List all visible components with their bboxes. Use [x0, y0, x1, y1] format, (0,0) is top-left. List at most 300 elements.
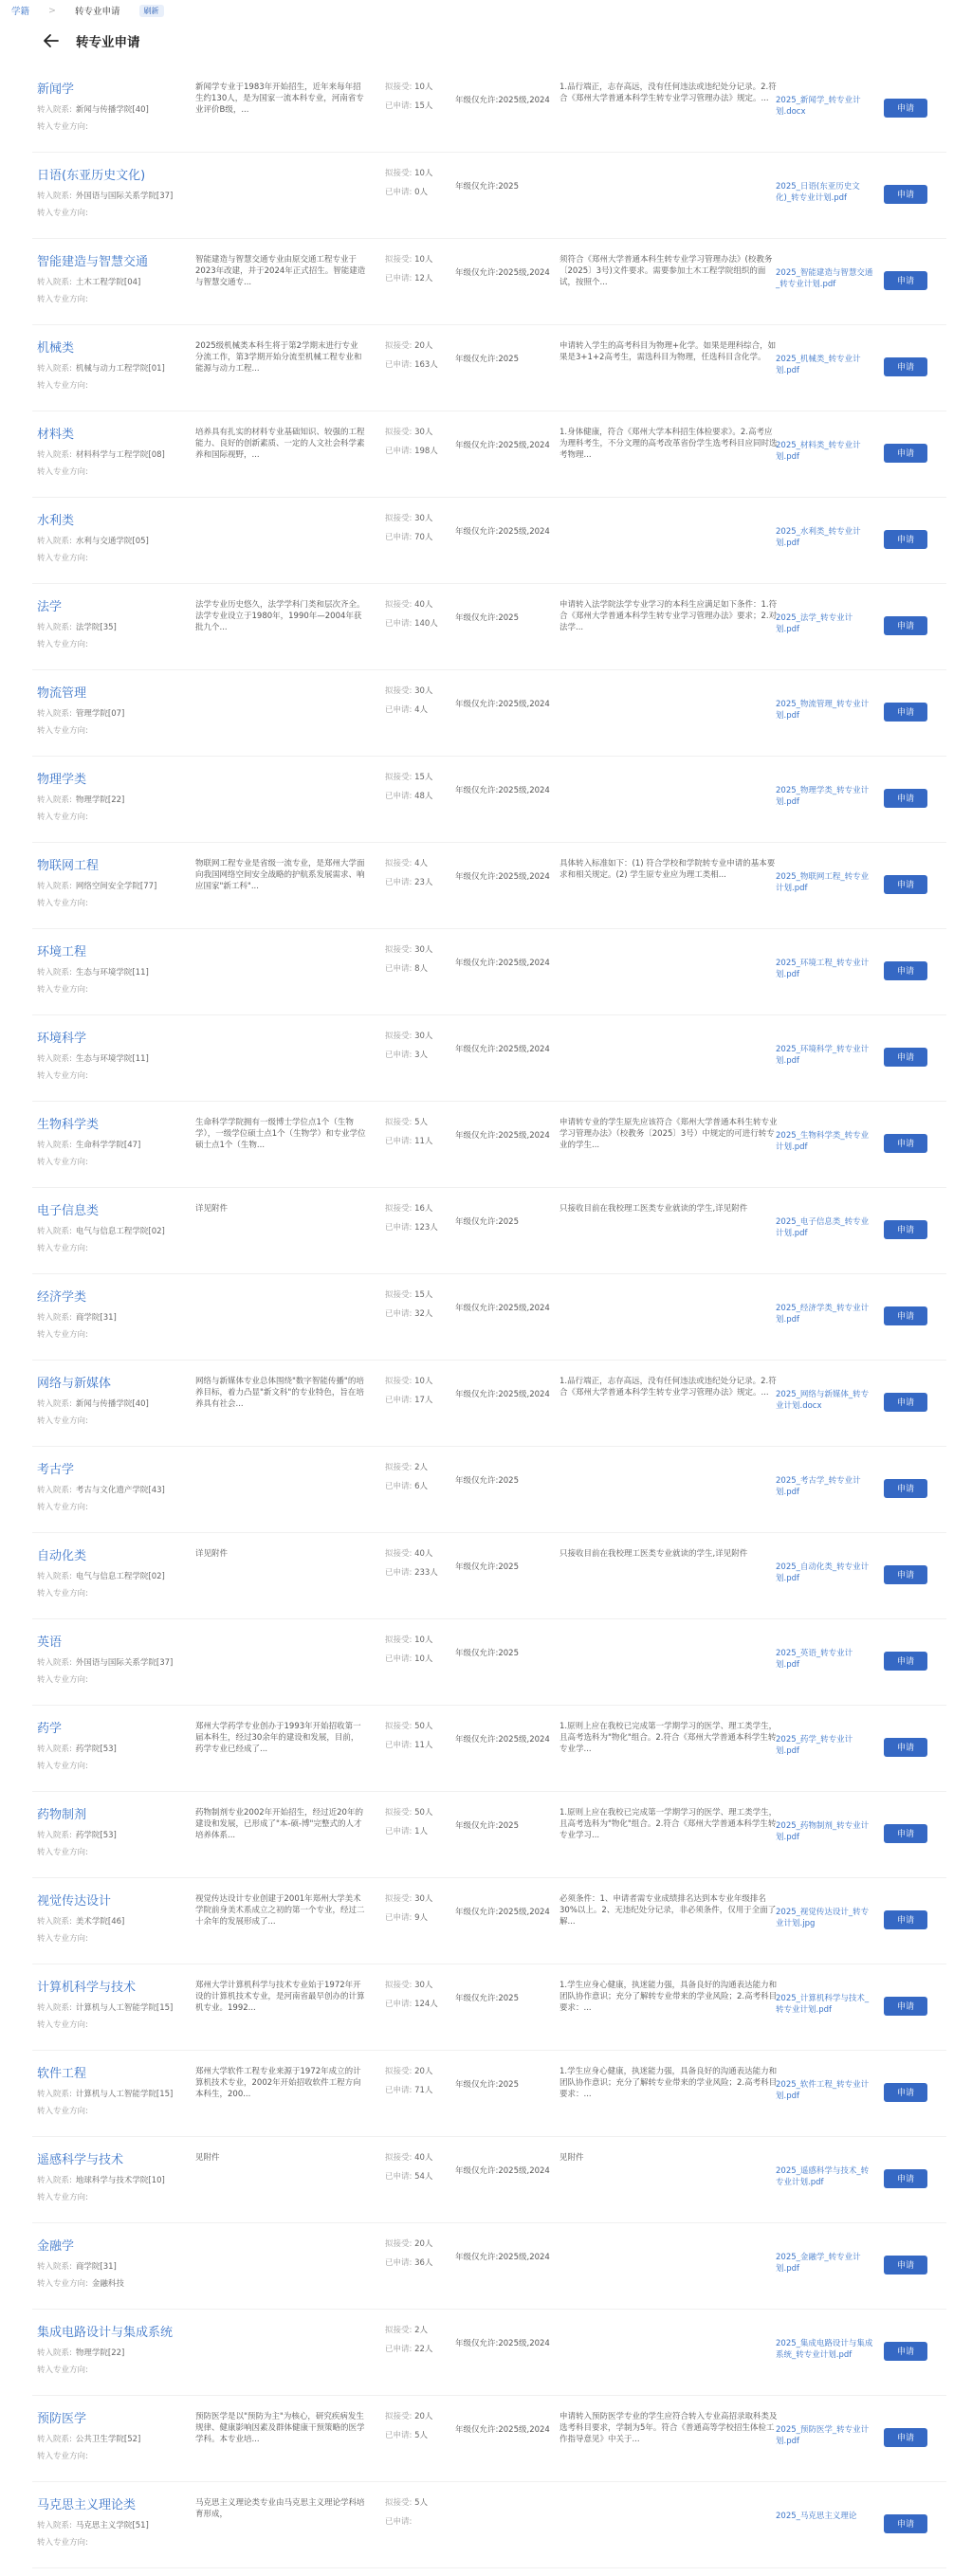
- direction-label: 转入专业方向:: [37, 2107, 88, 2116]
- grade-limit: 年级仅允许:2025: [455, 2080, 519, 2090]
- direction-label: 转入专业方向:: [37, 1071, 88, 1081]
- college-value: 药学院[53]: [75, 1745, 117, 1754]
- college-label: 转入院系:: [37, 709, 72, 719]
- grade-limit: 年级仅允许:2025级,2024: [455, 2166, 550, 2176]
- plan-label: 拟接受:: [385, 859, 413, 868]
- plan-file-link[interactable]: 2025_电子信息类_转专业计划.pdf: [776, 1217, 870, 1238]
- transfer-requirements: 具体转入标准如下：(1) 符合学校和学院转专业申请的基本要求和相关规定。(2) 学生原专业应为理工类相...: [559, 859, 776, 880]
- college-label: 转入院系:: [37, 105, 72, 115]
- plan-file-link[interactable]: 2025_计算机科学与技术_转专业计划.pdf: [776, 1994, 870, 2015]
- major-name[interactable]: 经济学类: [37, 1290, 87, 1305]
- tab-major-transfer[interactable]: 转专业申请: [74, 7, 120, 17]
- plan-line: [385, 2497, 438, 2509]
- applied-value: 23人: [414, 878, 433, 887]
- plan-file-link[interactable]: 2025_新闻学_转专业计划.docx: [776, 96, 861, 117]
- major-name[interactable]: 电子信息类: [37, 1204, 100, 1218]
- applied-label: 已申请:: [385, 1741, 413, 1750]
- direction-line: [37, 2451, 208, 2462]
- plan-file-link[interactable]: 2025_法学_转专业计划.pdf: [776, 613, 853, 634]
- table-row: [32, 325, 946, 411]
- grade-limit: 年级仅允许:2025: [455, 182, 519, 192]
- college-value: 外国语与国际关系学院[37]: [75, 1658, 174, 1668]
- direction-label: 转入专业方向:: [37, 1503, 88, 1512]
- direction-label: 转入专业方向:: [37, 899, 88, 908]
- applied-label: 已申请:: [385, 2000, 413, 2009]
- table-row: [32, 843, 946, 929]
- plan-file-link[interactable]: 2025_遥感科学与技术_转专业计划.pdf: [776, 2166, 870, 2187]
- direction-label: 转入专业方向:: [37, 726, 88, 736]
- major-name[interactable]: 遥感科学与技术: [37, 2153, 124, 2167]
- college-value: 马克思主义学院[51]: [75, 2521, 149, 2530]
- major-name[interactable]: 集成电路设计与集成系统: [37, 2326, 174, 2340]
- major-intro: 视觉传达设计专业创建于2001年郑州大学美术学院前身美术系成立之初的第一个专业，经过二十余年的发展形成了...: [195, 1894, 365, 1927]
- apply-button[interactable]: 申请: [884, 530, 927, 549]
- direction-label: 转入专业方向:: [37, 1762, 88, 1771]
- direction-line: [37, 812, 208, 823]
- major-name[interactable]: 环境工程: [37, 945, 87, 959]
- major-name[interactable]: 药物制剂: [37, 1808, 87, 1822]
- plan-label: 拟接受:: [385, 1894, 413, 1904]
- applied-label: 已申请:: [385, 2517, 413, 2527]
- quota-counts: [385, 1635, 438, 1665]
- plan-label: 拟接受:: [385, 514, 413, 523]
- applied-value: 71人: [414, 2086, 433, 2095]
- applied-label: 已申请:: [385, 1913, 413, 1923]
- major-name[interactable]: 药学: [37, 1722, 63, 1736]
- applied-line: [385, 273, 438, 284]
- college-value: 物理学院[22]: [75, 795, 125, 805]
- college-label: 转入院系:: [37, 450, 72, 460]
- plan-value: 40人: [414, 1549, 433, 1559]
- direction-line: [37, 380, 208, 392]
- plan-label: 拟接受:: [385, 1808, 413, 1818]
- plan-value: 10人: [414, 169, 433, 178]
- page-header: [0, 21, 972, 61]
- plan-file-link[interactable]: 2025_环境工程_转专业计划.pdf: [776, 959, 870, 979]
- college-line: [37, 2348, 208, 2359]
- quota-counts: [385, 944, 438, 975]
- apply-button[interactable]: 申请: [884, 1220, 927, 1239]
- grade-limit: 年级仅允许:2025级,2024: [455, 2425, 550, 2435]
- major-info: [37, 427, 208, 478]
- plan-file-link[interactable]: 2025_英语_转专业计划.pdf: [776, 1649, 853, 1670]
- plan-file-link[interactable]: 2025_软件工程_转专业计划.pdf: [776, 2080, 870, 2101]
- plan-file-link[interactable]: 2025_药学_转专业计划.pdf: [776, 1735, 853, 1756]
- plan-value: 15人: [414, 773, 433, 782]
- major-name[interactable]: 物理学类: [37, 773, 87, 787]
- major-name[interactable]: 生物科学类: [37, 1118, 100, 1132]
- plan-file-link[interactable]: 2025_日语(东亚历史文化)_转专业计划.pdf: [776, 182, 860, 203]
- direction-label: 转入专业方向:: [37, 122, 88, 132]
- plan-line: [385, 168, 438, 179]
- apply-button[interactable]: 申请: [884, 444, 927, 463]
- plan-file-link[interactable]: 2025_材料类_转专业计划.pdf: [776, 441, 861, 462]
- major-info: [37, 513, 208, 564]
- plan-line: [385, 1721, 438, 1732]
- plan-line: [385, 1203, 438, 1215]
- plan-label: 拟接受:: [385, 1377, 413, 1386]
- major-name[interactable]: 网络与新媒体: [37, 1377, 112, 1391]
- quota-counts: [385, 82, 438, 112]
- plan-value: 5人: [414, 2498, 428, 2508]
- major-intro: 新闻学专业于1983年开始招生，近年来每年招生约130人，是为国家一流本科专业，河南省专业评价B级，...: [195, 82, 364, 115]
- table-row: [32, 2223, 946, 2310]
- transfer-requirements: 见附件: [559, 2153, 584, 2163]
- major-name[interactable]: 物流管理: [37, 686, 87, 701]
- arrow-left-icon[interactable]: [42, 31, 61, 50]
- college-line: [37, 967, 208, 978]
- plan-file-link[interactable]: 2025_智能建造与智慧交通_转专业计划.pdf: [776, 268, 873, 289]
- direction-label: 转入专业方向:: [37, 2538, 88, 2548]
- table-row: [32, 1102, 946, 1188]
- college-value: 生命科学学院[47]: [75, 1141, 141, 1150]
- grade-limit: 年级仅允许:2025: [455, 1562, 519, 1572]
- college-value: 外国语与国际关系学院[37]: [75, 192, 174, 201]
- college-value: 考古与文化遗产学院[43]: [75, 1486, 165, 1495]
- major-name[interactable]: 考古学: [37, 1463, 75, 1477]
- apply-button[interactable]: 申请: [884, 789, 927, 808]
- quota-counts: [385, 599, 438, 630]
- major-intro: 详见附件: [195, 1549, 229, 1559]
- major-name[interactable]: 软件工程: [37, 2067, 87, 2081]
- table-row: [32, 1188, 946, 1274]
- major-intro: 马克思主义理论类专业由马克思主义理论学科培育形成，: [195, 2498, 365, 2519]
- applied-value: 11人: [414, 1741, 433, 1750]
- plan-label: 拟接受:: [385, 2067, 413, 2076]
- direction-label: 转入专业方向:: [37, 1675, 88, 1685]
- major-info: [37, 1376, 208, 1427]
- college-value: 计算机与人工智能学院[15]: [75, 2090, 174, 2099]
- apply-button[interactable]: 申请: [884, 2342, 927, 2361]
- plan-label: 拟接受:: [385, 2326, 413, 2335]
- direction-label: 转入专业方向:: [37, 467, 88, 477]
- plan-line: [385, 82, 438, 93]
- transfer-requirements: 1.品行端正，志存高远，没有任何违法或违纪处分记录。2.符合《郑州大学普通本科学生转专业学习管理办法》规定。...: [559, 82, 777, 103]
- applied-label: 已申请:: [385, 533, 413, 542]
- major-info: [37, 2152, 208, 2203]
- apply-button[interactable]: 申请: [884, 1479, 927, 1498]
- direction-line: [37, 2278, 208, 2290]
- plan-file-link[interactable]: 2025_机械类_转专业计划.pdf: [776, 355, 861, 375]
- applied-label: 已申请:: [385, 2345, 413, 2354]
- direction-label: 转入专业方向:: [37, 1934, 88, 1944]
- plan-file-link[interactable]: 2025_药物制剂_转专业计划.pdf: [776, 1821, 870, 1842]
- college-label: 转入院系:: [37, 1054, 72, 1064]
- plan-file-link[interactable]: 2025_考古学_转专业计划.pdf: [776, 1476, 861, 1497]
- major-name[interactable]: 水利类: [37, 514, 75, 528]
- grade-limit: 年级仅允许:2025级,2024: [455, 786, 550, 795]
- plan-line: [385, 1548, 438, 1560]
- plan-label: 拟接受:: [385, 1635, 413, 1645]
- applied-line: [385, 1395, 438, 1406]
- plan-file-link[interactable]: 2025_自动化类_转专业计划.pdf: [776, 1562, 870, 1583]
- college-line: [37, 795, 208, 806]
- applied-line: [385, 2171, 438, 2183]
- tab-separator: >: [48, 5, 56, 16]
- college-label: 转入院系:: [37, 537, 72, 546]
- major-info: [37, 1031, 208, 1082]
- plan-file-link[interactable]: 2025_生物科学类_转专业计划.pdf: [776, 1131, 870, 1152]
- applied-value: 0人: [414, 188, 428, 197]
- applied-line: [385, 1308, 438, 1320]
- quota-counts: [385, 772, 438, 802]
- applied-label: 已申请:: [385, 2258, 413, 2268]
- applied-line: [385, 1740, 438, 1751]
- apply-button[interactable]: 申请: [884, 1048, 927, 1067]
- college-line: [37, 1226, 208, 1237]
- plan-file-link[interactable]: 2025_网络与新媒体_转专业计划.docx: [776, 1390, 870, 1411]
- direction-line: [37, 1157, 208, 1168]
- transfer-requirements: 1.原则上应在我校已完成第一学期学习的医学、理工类学生，且高考选科为"物化"组合。2.符合《郑州大学普通本科学生转专业学习...: [559, 1808, 778, 1840]
- major-info: [37, 772, 208, 823]
- college-label: 转入院系:: [37, 192, 72, 201]
- grade-limit: 年级仅允许:2025: [455, 1476, 519, 1486]
- plan-line: [385, 685, 438, 697]
- plan-file-link[interactable]: 2025_金融学_转专业计划.pdf: [776, 2253, 861, 2274]
- grade-limit: 年级仅允许:2025: [455, 355, 519, 364]
- major-name[interactable]: 日语(东亚历史文化): [37, 169, 146, 183]
- plan-line: [385, 1031, 438, 1042]
- major-name[interactable]: 视觉传达设计: [37, 1894, 112, 1909]
- plan-line: [385, 1117, 438, 1128]
- major-name[interactable]: 自动化类: [37, 1549, 87, 1563]
- apply-button[interactable]: 申请: [884, 2428, 927, 2447]
- plan-value: 50人: [414, 1722, 433, 1731]
- college-value: 商学院[31]: [75, 2262, 117, 2272]
- direction-line: [37, 2019, 208, 2031]
- plan-label: 拟接受:: [385, 1204, 413, 1214]
- grade-limit: 年级仅允许:2025: [455, 1217, 519, 1227]
- college-line: [37, 104, 208, 116]
- transfer-requirements: 须符合《郑州大学普通本科生转专业学习管理办法》(校教务〔2025〕3号)文件要求。需要参加土木工程学院组织的面试，按照个...: [559, 255, 773, 287]
- major-name[interactable]: 智能建造与智慧交通: [37, 255, 149, 269]
- direction-label: 转入专业方向:: [37, 295, 88, 304]
- major-name[interactable]: 马克思主义理论类: [37, 2498, 137, 2512]
- apply-button[interactable]: 申请: [884, 1565, 927, 1584]
- direction-line: [37, 294, 208, 305]
- applied-label: 已申请:: [385, 2172, 413, 2182]
- quota-counts: [385, 1807, 438, 1837]
- applied-line: [385, 1999, 438, 2010]
- plan-line: [385, 2152, 438, 2164]
- apply-button[interactable]: 申请: [884, 271, 927, 290]
- apply-button[interactable]: 申请: [884, 1393, 927, 1412]
- apply-button[interactable]: 申请: [884, 1306, 927, 1325]
- plan-line: [385, 2325, 438, 2336]
- plan-value: 10人: [414, 1377, 433, 1386]
- college-line: [37, 2002, 208, 2014]
- transfer-requirements: 1.品行端正，志存高远，没有任何违法或违纪处分记录。2.符合《郑州大学普通本科学生转专业学习管理办法》规定。...: [559, 1377, 777, 1398]
- college-value: 电气与信息工程学院[02]: [75, 1572, 165, 1581]
- college-label: 转入院系:: [37, 1399, 72, 1409]
- quota-counts: [385, 1548, 438, 1579]
- apply-button[interactable]: 申请: [884, 961, 927, 980]
- apply-button[interactable]: 申请: [884, 1652, 927, 1671]
- apply-button[interactable]: 申请: [884, 185, 927, 204]
- college-label: 转入院系:: [37, 2348, 72, 2358]
- plan-line: [385, 2411, 438, 2422]
- college-value: 土木工程学院[04]: [75, 278, 141, 287]
- plan-file-link[interactable]: 2025_物联网工程_转专业计划.pdf: [776, 872, 870, 893]
- major-intro: 物联网工程专业是省级一流专业，是郑州大学面向我国网络空间安全战略的护航系发展需求、响应国家"新工科"...: [195, 859, 365, 891]
- grade-limit: 年级仅允许:2025级,2024: [455, 2253, 550, 2262]
- plan-file-link[interactable]: 2025_预防医学_转专业计划.pdf: [776, 2425, 870, 2446]
- quota-counts: [385, 427, 438, 457]
- major-info: [37, 2497, 208, 2549]
- plan-label: 拟接受:: [385, 773, 413, 782]
- college-line: [37, 1140, 208, 1151]
- transfer-requirements: 1.原则上应在我校已完成第一学期学习的医学、理工类学生，且高考选科为"物化"组合。2.符合《郑州大学普通本科学生转专业学...: [559, 1722, 778, 1754]
- applied-value: 36人: [414, 2258, 433, 2268]
- direction-line: [37, 725, 208, 737]
- apply-button[interactable]: 申请: [884, 2514, 927, 2533]
- plan-line: [385, 2238, 438, 2250]
- tab-bar: [0, 0, 972, 21]
- major-name[interactable]: 物联网工程: [37, 859, 100, 873]
- major-name[interactable]: 法学: [37, 600, 63, 614]
- major-intro: 智能建造与智慧交通专业由原交通工程专业于2023年改建，并于2024年正式招生。智能建造与智慧交通专...: [195, 255, 366, 287]
- direction-line: [37, 898, 208, 909]
- major-intro: 郑州大学药学专业创办于1993年开始招收第一届本科生，经过30余年的建设和发展，目前，药学专业已经成了...: [195, 1722, 361, 1754]
- college-label: 转入院系:: [37, 2521, 72, 2530]
- plan-value: 50人: [414, 1808, 433, 1818]
- direction-line: [37, 984, 208, 996]
- table-row: [32, 1274, 946, 1361]
- apply-button[interactable]: 申请: [884, 703, 927, 722]
- plan-file-link[interactable]: 2025_视觉传达设计_转专业计划.jpg: [776, 1908, 870, 1928]
- direction-label: 转入专业方向:: [37, 1244, 88, 1253]
- applied-value: 198人: [414, 447, 438, 456]
- grade-limit: 年级仅允许:2025级,2024: [455, 1908, 550, 1917]
- applied-value: 48人: [414, 792, 433, 801]
- plan-value: 20人: [414, 2412, 433, 2421]
- plan-value: 16人: [414, 1204, 433, 1214]
- plan-file-link[interactable]: 2025_集成电路设计与集成系统_转专业计划.pdf: [776, 2339, 873, 2360]
- college-value: 水利与交通学院[05]: [75, 537, 149, 546]
- plan-file-link[interactable]: 2025_水利类_转专业计划.pdf: [776, 527, 861, 548]
- apply-button[interactable]: 申请: [884, 2256, 927, 2275]
- applied-value: 3人: [414, 1050, 428, 1060]
- table-row: [32, 2396, 946, 2482]
- plan-value: 4人: [414, 859, 428, 868]
- applied-label: 已申请:: [385, 447, 413, 456]
- applied-line: [385, 1222, 438, 1233]
- plan-label: 拟接受:: [385, 600, 413, 610]
- apply-button[interactable]: 申请: [884, 2083, 927, 2102]
- plan-value: 30人: [414, 428, 433, 437]
- apply-button[interactable]: 申请: [884, 1824, 927, 1843]
- apply-button[interactable]: 申请: [884, 99, 927, 118]
- plan-label: 拟接受:: [385, 1032, 413, 1041]
- plan-file-link[interactable]: 2025_环境科学_转专业计划.pdf: [776, 1045, 870, 1066]
- plan-value: 30人: [414, 945, 433, 955]
- plan-label: 拟接受:: [385, 1463, 413, 1472]
- plan-file-link[interactable]: 2025_物理学类_转专业计划.pdf: [776, 786, 870, 807]
- transfer-requirements: 申请转入法学院法学专业学习的本科生应满足如下条件：1.符合《郑州大学普通本科学生转专业学习管理办法》要求；2.对法学...: [559, 600, 778, 632]
- apply-button[interactable]: 申请: [884, 357, 927, 376]
- apply-button[interactable]: 申请: [884, 1134, 927, 1153]
- plan-label: 拟接受:: [385, 428, 413, 437]
- quota-counts: [385, 1980, 438, 2010]
- plan-value: 40人: [414, 600, 433, 610]
- major-info: [37, 1721, 208, 1772]
- table-row: [32, 1706, 946, 1792]
- applied-label: 已申请:: [385, 188, 413, 197]
- plan-label: 拟接受:: [385, 2412, 413, 2421]
- table-row: [32, 584, 946, 670]
- college-label: 转入院系:: [37, 1141, 72, 1150]
- plan-label: 拟接受:: [385, 2239, 413, 2249]
- plan-file-link[interactable]: 2025_经济学类_转专业计划.pdf: [776, 1304, 870, 1325]
- applied-label: 已申请:: [385, 274, 413, 283]
- table-row: [32, 1533, 946, 1619]
- plan-line: [385, 944, 438, 956]
- college-label: 转入院系:: [37, 2090, 72, 2099]
- plan-label: 拟接受:: [385, 255, 413, 265]
- apply-button[interactable]: 申请: [884, 2169, 927, 2188]
- table-row: [32, 1964, 946, 2051]
- major-info: [37, 1807, 208, 1858]
- applied-line: [385, 963, 438, 975]
- major-name[interactable]: 金融学: [37, 2239, 75, 2254]
- apply-button[interactable]: 申请: [884, 1910, 927, 1929]
- apply-button[interactable]: 申请: [884, 1738, 927, 1757]
- apply-button[interactable]: 申请: [884, 616, 927, 635]
- major-name[interactable]: 机械类: [37, 341, 75, 356]
- major-name[interactable]: 新闻学: [37, 82, 75, 97]
- quota-counts: [385, 2238, 438, 2269]
- table-row: [32, 411, 946, 498]
- quota-counts: [385, 340, 438, 371]
- plan-file-link[interactable]: 2025_物流管理_转专业计划.pdf: [776, 700, 870, 721]
- applied-line: [385, 2516, 438, 2528]
- plan-value: 2人: [414, 1463, 428, 1472]
- major-name[interactable]: 材料类: [37, 428, 75, 442]
- plan-line: [385, 427, 438, 438]
- plan-value: 10人: [414, 255, 433, 265]
- plan-line: [385, 340, 438, 352]
- major-name[interactable]: 计算机科学与技术: [37, 1981, 137, 1995]
- college-value: 材料科学与工程学院[08]: [75, 450, 165, 460]
- apply-button[interactable]: 申请: [884, 1997, 927, 2016]
- college-value: 新闻与传播学院[40]: [75, 105, 149, 115]
- college-label: 转入院系:: [37, 2435, 72, 2444]
- major-name[interactable]: 预防医学: [37, 2412, 87, 2426]
- college-value: 网络空间安全学院[77]: [75, 882, 157, 891]
- direction-line: [37, 1329, 208, 1341]
- major-info: [37, 1980, 208, 2031]
- direction-line: [37, 1243, 208, 1254]
- applied-label: 已申请:: [385, 792, 413, 801]
- college-label: 转入院系:: [37, 278, 72, 287]
- applied-value: 6人: [414, 1482, 428, 1491]
- grade-limit: 年级仅允许:2025: [455, 1649, 519, 1658]
- applied-line: [385, 1136, 438, 1147]
- applied-label: 已申请:: [385, 1309, 413, 1319]
- college-label: 转入院系:: [37, 1917, 72, 1927]
- table-row: [32, 2137, 946, 2223]
- major-name[interactable]: 英语: [37, 1635, 63, 1650]
- refresh-badge[interactable]: 刷新: [139, 5, 164, 17]
- applied-line: [385, 618, 438, 630]
- college-line: [37, 1312, 208, 1324]
- tab-student-status[interactable]: 学籍: [11, 7, 30, 17]
- apply-button[interactable]: 申请: [884, 875, 927, 894]
- major-info: [37, 1635, 208, 1686]
- plan-file-link[interactable]: 2025_马克思主义理论: [776, 2512, 857, 2521]
- major-name[interactable]: 环境科学: [37, 1032, 87, 1046]
- plan-value: 15人: [414, 1290, 433, 1300]
